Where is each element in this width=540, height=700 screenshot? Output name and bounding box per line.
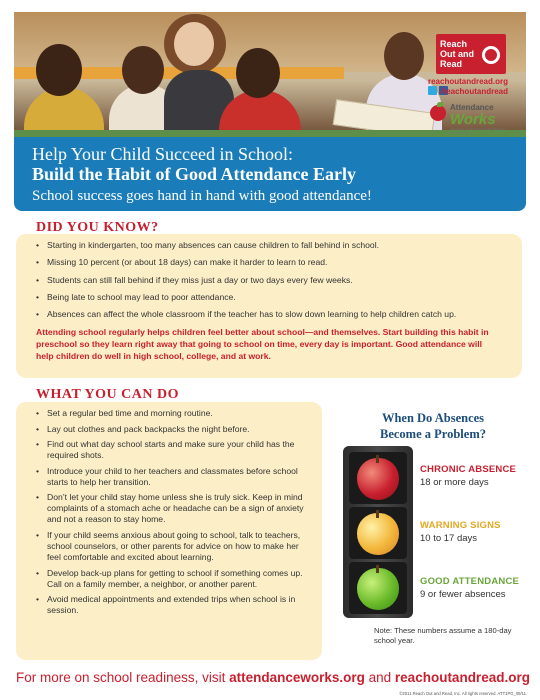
did-you-know-list bbox=[36, 240, 508, 320]
list-item: • Students can still fall behind if they miss just a day or two days every few weeks. bbox=[36, 275, 508, 286]
did-you-know-emphasis: Attending school regularly helps children feel better about school—and themselves. Start building this habit in preschool so they learn right away that going to school on time, every day is important. Good attendance will help children do well in high school, college, and at work. bbox=[36, 327, 489, 362]
banner-subtitle: School success goes hand in hand with good attendance! bbox=[32, 188, 372, 204]
footer-cta bbox=[16, 670, 530, 685]
traffic-slot-red bbox=[349, 452, 407, 504]
list-item: • Find out what day school starts and make sure your child has the required shots. bbox=[36, 439, 312, 461]
traffic-slot-yellow bbox=[349, 507, 407, 559]
attendanceworks-link[interactable]: attendanceworks.org bbox=[229, 670, 365, 685]
list-item: • Being late to school may lead to poor attendance. bbox=[36, 292, 508, 303]
list-item: • Set a regular bed time and morning routine. bbox=[36, 408, 312, 419]
child-4-head bbox=[384, 32, 424, 80]
absences-title-line2: Become a Problem? bbox=[380, 427, 486, 441]
chronic-absence-desc: 18 or more days bbox=[420, 477, 489, 488]
absences-note: Note: These numbers assume a 180-day school year. bbox=[374, 626, 512, 645]
ror-social-handle[interactable]: /reachoutandread bbox=[440, 87, 508, 96]
hero-photo bbox=[14, 12, 526, 137]
list-item: • Starting in kindergarten, too many absences can cause children to fall behind in school. bbox=[36, 240, 508, 251]
green-apple-icon bbox=[357, 568, 399, 610]
title-banner bbox=[14, 137, 526, 211]
list-item: • Absences can affect the whole classroom if the teacher has to slow down learning to help children catch up. bbox=[36, 309, 508, 320]
what-you-can-do-heading: WHAT YOU CAN DO bbox=[36, 387, 179, 402]
chronic-absence-label: CHRONIC ABSENCE bbox=[420, 464, 517, 475]
child-2-head bbox=[122, 46, 164, 94]
list-item: • Introduce your child to her teachers and classmates before school starts to help her transition. bbox=[36, 466, 312, 488]
copyright: ©2011 Reach Out and Read, Inc. All rights reserved. ATT1PG_09/11 bbox=[399, 691, 526, 696]
traffic-slot-green bbox=[349, 562, 407, 614]
good-attendance-label: GOOD ATTENDANCE bbox=[420, 576, 520, 587]
aw-logo-line1: Attendance bbox=[450, 103, 494, 112]
warning-signs-desc: 10 to 17 days bbox=[420, 533, 478, 544]
list-item: • If your child seems anxious about going to school, talk to teachers, school counselors, or other parents for advice on how to make her feel comfortable and excited about learning. bbox=[36, 530, 312, 563]
twitter-icon[interactable] bbox=[428, 86, 437, 95]
what-you-can-do-list bbox=[36, 408, 312, 616]
did-you-know-box bbox=[16, 234, 522, 378]
absences-title-line1: When Do Absences bbox=[381, 411, 485, 425]
yellow-apple-icon bbox=[357, 513, 399, 555]
what-you-can-do-box bbox=[16, 402, 322, 660]
child-1-head bbox=[36, 44, 82, 96]
footer-prefix: For more on school readiness, visit bbox=[16, 670, 230, 685]
absences-title bbox=[338, 410, 528, 442]
stethoscope-icon bbox=[482, 46, 500, 64]
apple-icon bbox=[430, 105, 446, 121]
traffic-light bbox=[343, 446, 413, 618]
list-item: • Develop back-up plans for getting to school if something comes up. Call on a family member, a neighbor, or another parent. bbox=[36, 568, 312, 590]
aw-logo-tagline: Advancing Student Success By Reducing Chronic Absence bbox=[450, 127, 506, 135]
apple-stem bbox=[376, 565, 379, 573]
good-attendance-desc: 9 or fewer absences bbox=[420, 589, 506, 600]
list-item: • Avoid medical appointments and extended trips when school is in session. bbox=[36, 594, 312, 616]
list-item: • Lay out clothes and pack backpacks the night before. bbox=[36, 424, 312, 435]
leaf-icon bbox=[437, 102, 443, 107]
footer-middle: and bbox=[364, 670, 395, 685]
reach-out-and-read-logo: Reach Out and Read bbox=[436, 34, 506, 74]
aw-logo-line2: Works bbox=[450, 111, 496, 128]
reachoutandread-link[interactable]: reachoutandread.org bbox=[394, 670, 530, 685]
ror-website[interactable]: reachoutandread.org bbox=[427, 77, 508, 86]
child-3-head bbox=[236, 48, 280, 98]
list-item: • Don’t let your child stay home unless she is truly sick. Keep in mind complaints of a stomach ache or headache can be a sign of anxiety and not a reason to stay home. bbox=[36, 492, 312, 525]
apple-stem bbox=[376, 510, 379, 518]
banner-line-1: Help Your Child Succeed in School: bbox=[32, 144, 293, 164]
apple-stem bbox=[376, 455, 379, 463]
did-you-know-heading: DID YOU KNOW? bbox=[36, 220, 159, 235]
teacher-face bbox=[174, 22, 214, 66]
red-apple-icon bbox=[357, 458, 399, 500]
banner-line-2: Build the Habit of Good Attendance Early bbox=[32, 164, 357, 184]
warning-signs-label: WARNING SIGNS bbox=[420, 520, 501, 531]
list-item: • Missing 10 percent (or about 18 days) can make it harder to learn to read. bbox=[36, 257, 508, 268]
attendance-works-logo bbox=[428, 101, 508, 133]
